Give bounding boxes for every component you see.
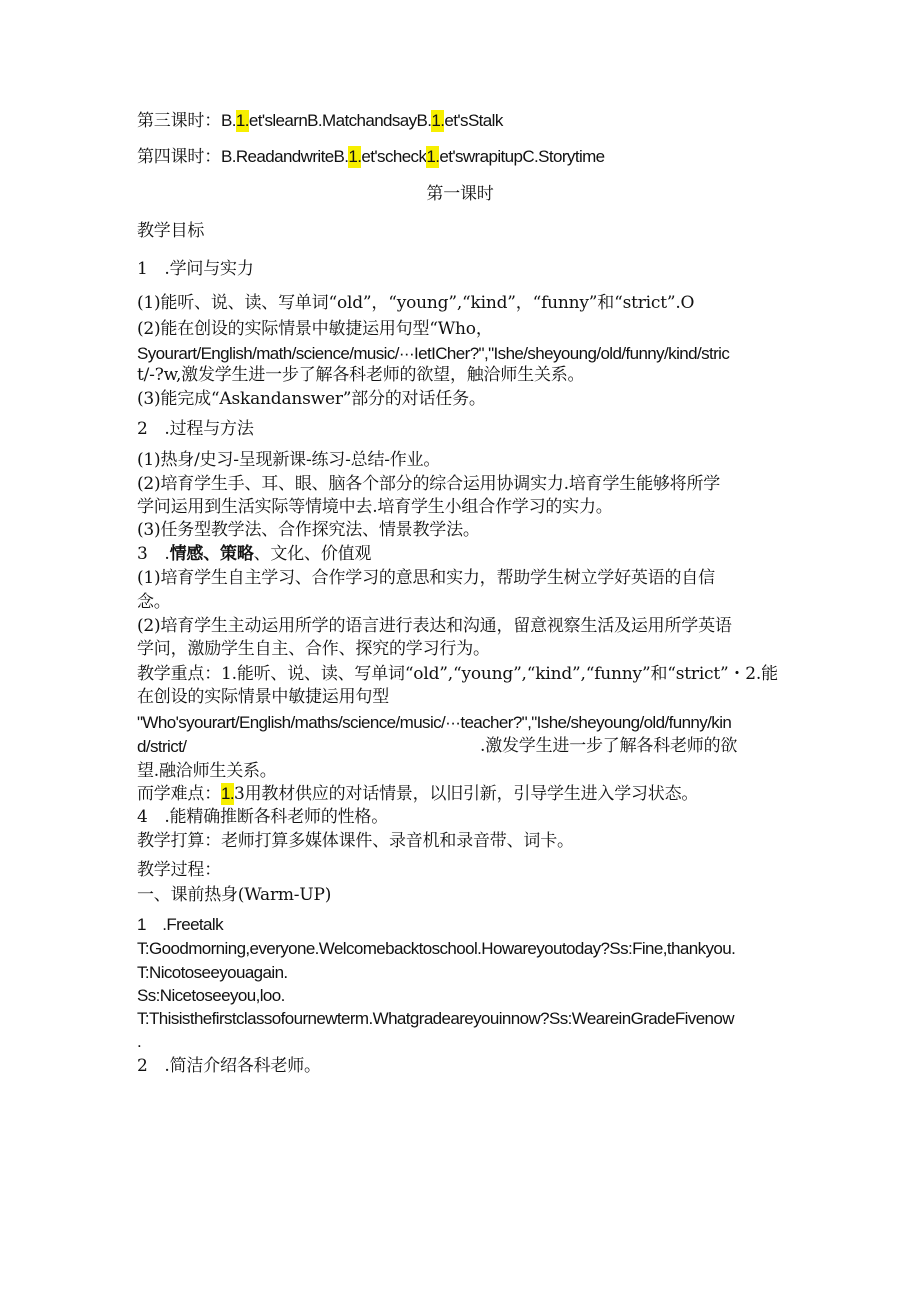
paragraph: (3)任务型教学法、合作探究法、情景教学法。 (137, 520, 480, 540)
paragraph: (2)能在创设的实际情景中敏捷运用句型“Who， (137, 319, 493, 339)
paragraph: 学问，激励学生自主、合作、探究的学习行为。 (137, 639, 490, 659)
paragraph: (3)能完成“Askandanswer”部分的对话任务。 (137, 389, 486, 409)
paragraph: t/-?w,激发学生进一步了解各科老师的欲望，触洽师生关系。 (137, 365, 585, 385)
paragraph: d/strict/ (137, 737, 187, 756)
paragraph: "Who'syourart/English/maths/science/music/···teacher?","Ishe/sheyoung/old/funny/kin (137, 713, 732, 732)
highlight: 1. (235, 111, 249, 130)
dialogue-line: T:Goodmorning,everyone.Welcomebacktoschool.Howareyoutoday?Ss:Fine,thankyou. (137, 939, 736, 958)
paragraph: (2)培育学生主动运用所学的语言进行表达和沟通，留意视察生活及运用所学英语 (137, 616, 732, 636)
paragraph: (1)能听、说、读、写单词“old”，“young”,“kind”，“funny”和“strict”.O (137, 293, 695, 313)
paragraph: Syourart/English/math/science/music/···IetICher?","Ishe/sheyoung/old/funny/kind/stric (137, 344, 730, 363)
highlight: 1. (221, 784, 234, 803)
freetalk-heading: 1 .Freetalk (137, 915, 223, 934)
lesson-3-line: 第三课时：B.1.et'slearnB.MatchandsayB.1.et'sStalk (137, 111, 503, 131)
lesson-4-line: 第四课时：B.ReadandwriteB.1.et'scheck1.et'swrapitupC.Storytime (137, 147, 605, 167)
paragraph: (1)热身/史习-呈现新课-练习-总结-作业。 (137, 450, 441, 470)
paragraph: 望.融洽师生关系。 (137, 761, 277, 781)
paragraph: (2)培育学生手、耳、眼、脑各个部分的综合运用协调实力.培育学生能够将所学 (137, 474, 721, 494)
paragraph: (1)培育学生自主学习、合作学习的意思和实力，帮助学生树立学好英语的自信 (137, 568, 715, 588)
paragraph: 念。 (137, 592, 171, 612)
section-1-heading: 1 .学问与实力 (137, 259, 254, 279)
section-3-heading: 3 .情感、策略、文化、价值观 (137, 544, 372, 564)
section-2-heading: 2 .过程与方法 (137, 419, 254, 439)
page-title: 第一课时 (426, 184, 494, 204)
goals-heading: 教学目标 (137, 221, 205, 241)
process-heading: 教学过程： (137, 860, 221, 880)
dialogue-line: . (137, 1032, 142, 1051)
difficulty: 而学难点：1.3用教材供应的对话情景，以旧引新，引导学生进入学习状态。 (137, 784, 699, 804)
paragraph: 在创设的实际情景中敏捷运用句型 (137, 687, 389, 707)
highlight: 1. (348, 147, 362, 166)
highlight: 1. (431, 111, 445, 130)
key-points: 教学重点：1.能听、说、读、写单词“old”,“young”,“kind”,“funny”和“strict”・2.能 (137, 664, 778, 684)
dialogue-line: Ss:Nicetoseeyou,loo. (137, 986, 285, 1005)
paragraph: 学问运用到生活实际等情境中去.培育学生小组合作学习的实力。 (137, 497, 613, 517)
highlight: 1. (426, 147, 440, 166)
preparation: 教学打算：老师打算多媒体课件、录音机和录音带、词卡。 (137, 831, 574, 851)
paragraph: 4 .能精确推断各科老师的性格。 (137, 807, 389, 827)
dialogue-line: T:Nicotoseeyouagain. (137, 963, 288, 982)
paragraph: .激发学生进一步了解各科老师的欲 (480, 736, 738, 756)
dialogue-line: T:Thisisthefirstclassofournewterm.Whatgradeareyouinnow?Ss:WeareinGradeFivenow (137, 1009, 734, 1028)
paragraph: 2 .简洁介绍各科老师。 (137, 1056, 321, 1076)
warmup-heading: 一、课前热身(Warm-UP) (137, 885, 332, 905)
